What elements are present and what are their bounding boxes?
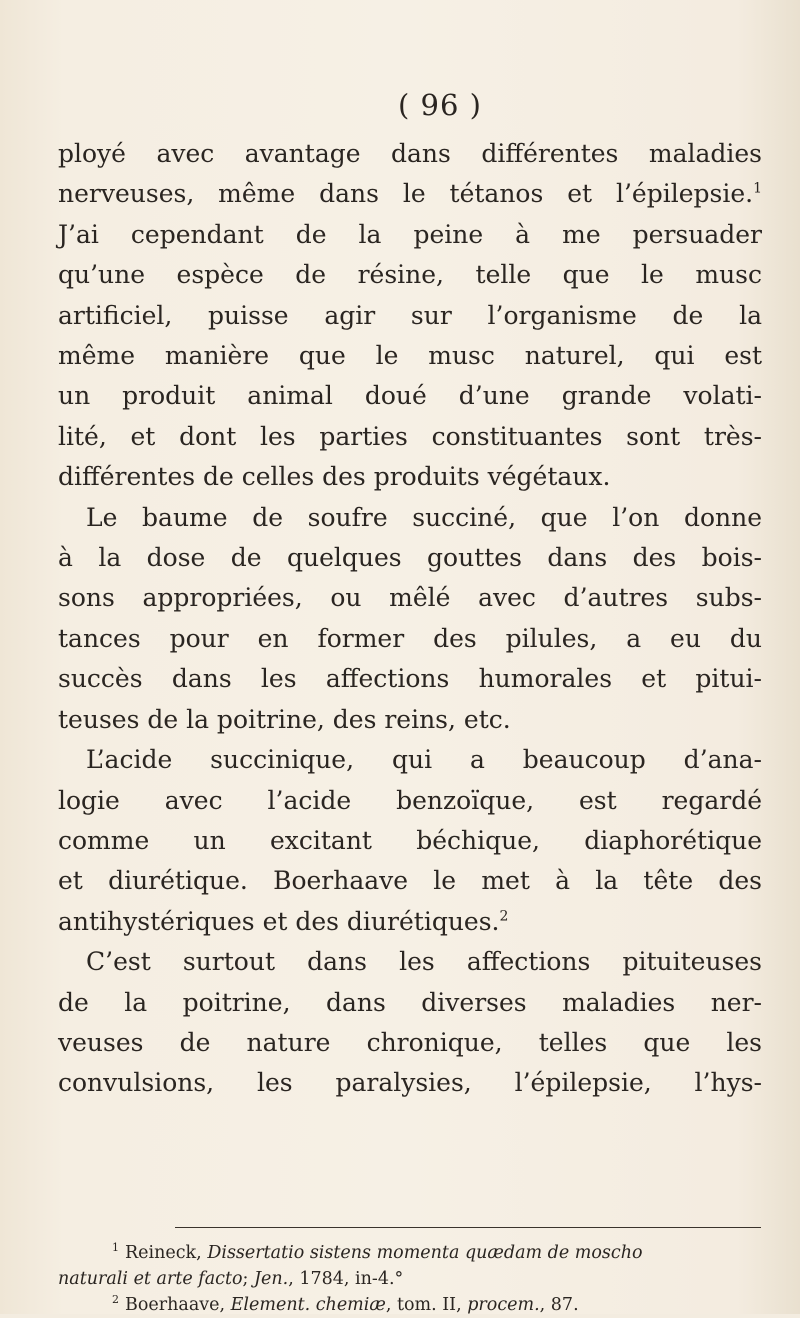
text-line: lité, et dont les parties constituantes sont très- [58,421,762,451]
text-line: comme un excitant béchique, diaphorétique [58,825,762,855]
footnotes [58,1240,762,1318]
text-line: même manière que le musc naturel, qui est [58,341,762,371]
text-line: tances pour en former des pilules, a eu du [58,623,762,653]
text-line: ployé avec avantage dans différentes maladies [58,139,762,168]
footnote-2-volume: tom. II [396,1295,457,1315]
text-line: et diurétique. Boerhaave le met à la tête des [58,866,762,896]
footnote-1-author: Reineck [125,1243,197,1263]
text-line: qu’une espèce de résine, telle que le musc [58,260,762,290]
footnote-1-title: Dissertatio sistens momenta quædam de moscho [207,1243,643,1263]
text-line: L’acide succinique, qui a beaucoup d’ana- [86,745,762,775]
text-line: convulsions, les paralysies, l’épilepsie, l’hys- [58,1068,762,1098]
footnote-1: $^1$ Reineck, Dissertatio sistens momenta quædam de moscho [112,1241,643,1263]
footnote-1-marker: 1 [112,1241,119,1255]
footnote-2-author: Boerhaave [125,1295,220,1315]
footnote-2-page: 87. [550,1295,579,1315]
text-line: logie avec l’acide benzoïque, est regardé [58,785,762,815]
text-line: Le baume de soufre succiné, que l’on donne [86,502,762,532]
page-number: ( 96 ) [398,88,482,122]
footnote-1-details: 1784, in-4.° [299,1269,404,1289]
footnote-1-continuation: naturali et arte facto; Jen., 1784, in-4.° [58,1269,404,1289]
text-line: C’est surtout dans les affections pituiteuses [86,947,762,977]
text-line: différentes de celles des produits végétaux. [58,462,611,492]
text-line: de la poitrine, dans diverses maladies ner- [58,987,762,1017]
text-line: sons appropriées, ou mêlé avec d’autres subs- [58,583,762,613]
text-line: nerveuses, même dans le tétanos et l’épilepsie.$^1$ [58,179,762,209]
text-line: antihystériques et des diurétiques.$^2$ [58,906,509,936]
text-line: veuses de nature chronique, telles que les [58,1027,762,1057]
footnote-1-place: Jen. [254,1269,289,1289]
footnote-1-title-cont: naturali et arte facto [58,1269,243,1289]
footnote-2: $^2$ Boerhaave, Element. chemiæ, tom. II, procem., 87. [112,1293,579,1315]
footnote-ref-1: 1 [753,181,762,198]
footnote-divider [175,1227,761,1228]
body-text [58,134,762,1104]
text-line: un produit animal doué d’une grande volati- [58,381,762,411]
text-line: J’ai cependant de la peine à me persuader [58,219,762,249]
text-line: teuses de la poitrine, des reins, etc. [58,704,511,734]
text-line: à la dose de quelques gouttes dans des bois- [58,543,762,573]
text-line: succès dans les affections humorales et pitui- [58,664,762,694]
footnote-2-section: procem. [467,1295,540,1315]
footnote-2-marker: 2 [112,1293,119,1307]
text-line: artificiel, puisse agir sur l’organisme de la [58,300,762,330]
footnote-2-title: Element. chemiæ [230,1295,386,1315]
footnote-ref-2: 2 [499,908,509,925]
